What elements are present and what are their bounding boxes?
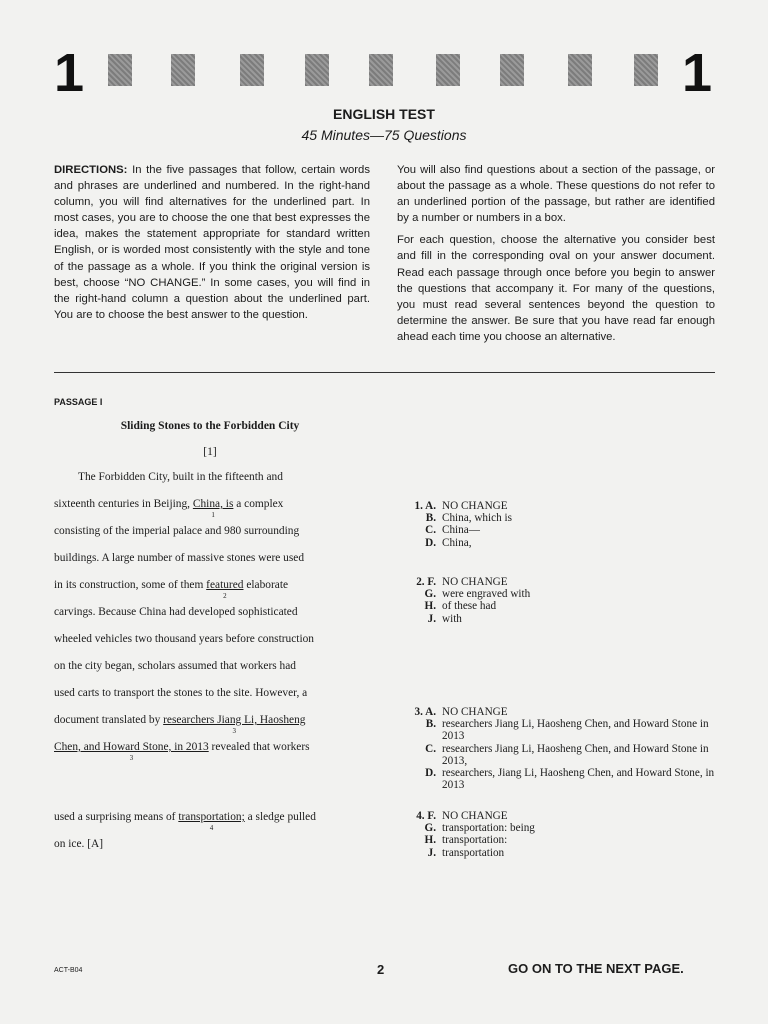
option-text: China, [442,536,472,549]
option[interactable] [402,706,722,718]
directions-body: In the five passages that follow, certain words and phrases are underlined and numbered. In the right-hand column, you will find alternatives for the underlined part. In most cases, you are to choose the one that best expresses the idea, makes the statement appropriate for standard written English, or is worded most consistently with the style and tone of the passage as a whole. If you think the original version is best, choose “NO CHANGE.” In some cases, you will find in the right-hand column a question about the underlined part. You are to choose the best answer to the question. [54,164,370,321]
option-letter: 4. F. [416,810,436,822]
option-text: NO CHANGE [442,576,508,588]
section-number-right: 1 [682,43,713,103]
question-1 [402,500,722,549]
text: in its construction, some of them [54,579,207,591]
option[interactable] [402,600,722,612]
underlined-2[interactable] [206,579,244,600]
option-text: were engraved with [442,588,531,601]
form-code: ACT-B04 [54,967,83,974]
directions-left [54,162,370,329]
option-letter: C. [425,742,436,755]
directions-right-p2: For each question, choose the alternative you consider best and fill in the corresponding oval on your answer document. Read each passage through once before you begin to answer the questions that accompany it. For many of the questions, you must read several sentences beyond the question to determine the answer. Be sure that you have read far enough ahead each time you choose an alternative. [397,234,715,343]
passage-line [54,741,310,762]
question-ref: 3 [232,727,237,735]
option-letter: G. [424,822,436,835]
deco-block [568,54,592,86]
deco-block [108,54,132,86]
passage-line: on ice. [A] [54,838,104,850]
option-letter: 3. A. [414,706,436,718]
option[interactable] [402,834,722,846]
section-number-left: 1 [54,43,85,103]
question-3 [402,706,722,791]
option[interactable] [402,588,722,600]
question-ref: 1 [211,511,215,519]
passage-line: on the city began, scholars assumed that workers had [54,660,296,672]
deco-block [436,54,460,86]
question-ref: 3 [129,754,134,762]
underlined-3a[interactable] [163,714,306,735]
text: a sledge pulled [244,811,316,823]
option[interactable] [402,512,722,524]
underlined-text: Chen, and Howard Stone, in 2013 [54,741,209,753]
test-subtitle: 45 Minutes—75 Questions [301,127,467,143]
option-letter: D. [425,767,436,780]
underlined-4[interactable] [178,811,245,832]
option-text: NO CHANGE [442,500,508,512]
deco-block [305,54,329,86]
underlined-3b[interactable] [54,741,209,762]
option-text: with [442,612,462,625]
option-letter: 2. F. [416,576,436,588]
option-letter: 1. A. [414,500,436,512]
option[interactable] [402,576,722,588]
deco-block [634,54,658,86]
divider [54,372,715,373]
option[interactable] [402,767,722,791]
passage-line: wheeled vehicles two thousand years before construction [54,633,314,645]
option[interactable] [402,718,722,742]
directions-lead: DIRECTIONS: [54,164,128,176]
option-letter: H. [424,600,436,613]
option-letter: G. [424,588,436,601]
deco-block [369,54,393,86]
passage-line: used carts to transport the stones to the site. However, a [54,687,308,699]
option[interactable] [402,822,722,834]
deco-block [240,54,264,86]
passage-line [54,498,284,519]
text: a complex [233,498,284,510]
option-text: researchers Jiang Li, Haosheng Chen, and Howard Stone in 2013 [442,718,709,743]
passage-line: buildings. A large number of massive stones were used [54,552,305,564]
option-text: NO CHANGE [442,706,508,718]
deco-block [500,54,524,86]
text: used a surprising means of [54,811,179,823]
option-letter: D. [425,536,436,549]
text: document translated by [54,714,164,726]
page-number: 2 [377,962,385,977]
option-text: transportation: being [442,822,535,835]
text: revealed that workers [208,741,310,753]
question-ref: 2 [223,592,227,600]
option-letter: C. [425,524,436,537]
text: sixteenth centuries in Beijing, [54,498,193,510]
underlined-text: transportation; [178,811,245,823]
directions-right-p1: You will also find questions about a section of the passage, or about the passage as a whole. These questions do not refer to an underlined portion of the passage, but rather are identified by a number or numbers in a box. [397,164,715,225]
option-letter: B. [425,718,436,731]
option-letter: J. [427,612,436,625]
question-2 [402,576,722,625]
option-letter: B. [425,512,436,525]
directions-right [397,162,715,351]
option-text: China, which is [442,512,512,525]
option[interactable] [402,500,722,512]
paragraph-number: [1] [203,446,217,458]
passage-line [54,579,289,600]
deco-block [171,54,195,86]
option-text: China— [442,524,480,537]
option[interactable] [402,743,722,767]
passage-line: consisting of the imperial palace and 980 surrounding [54,525,300,537]
question-4 [402,810,722,859]
passage-line: The Forbidden City, built in the fifteenth and [78,471,283,483]
option-text: transportation: [442,834,508,847]
option-text: transportation [442,846,505,859]
option[interactable] [402,524,722,536]
option-letter: J. [427,846,436,859]
option-letter: H. [424,834,436,847]
passage-line [54,714,306,735]
option[interactable] [402,537,722,549]
option[interactable] [402,810,722,822]
underlined-text: featured [206,579,244,591]
option[interactable] [402,847,722,859]
next-page-notice: GO ON TO THE NEXT PAGE. [508,961,684,976]
question-ref: 4 [209,824,214,832]
option-text: NO CHANGE [442,810,508,822]
text: elaborate [243,579,289,591]
test-title: ENGLISH TEST [333,106,435,122]
underlined-1[interactable] [192,498,234,519]
option-text: of these had [442,600,497,613]
underlined-text: China, is [192,498,234,510]
option[interactable] [402,613,722,625]
passage-label: PASSAGE I [54,397,103,407]
passage-title: Sliding Stones to the Forbidden City [120,420,300,432]
underlined-text: researchers Jiang Li, Haosheng [163,714,306,726]
option-text: researchers, Jiang Li, Haosheng Chen, and Howard Stone, in 2013 [442,767,715,792]
passage-line: carvings. Because China had developed sophisticated [54,606,298,618]
option-text: researchers Jiang Li, Haosheng Chen, and Howard Stone in 2013, [442,742,709,767]
passage-line [54,811,316,832]
